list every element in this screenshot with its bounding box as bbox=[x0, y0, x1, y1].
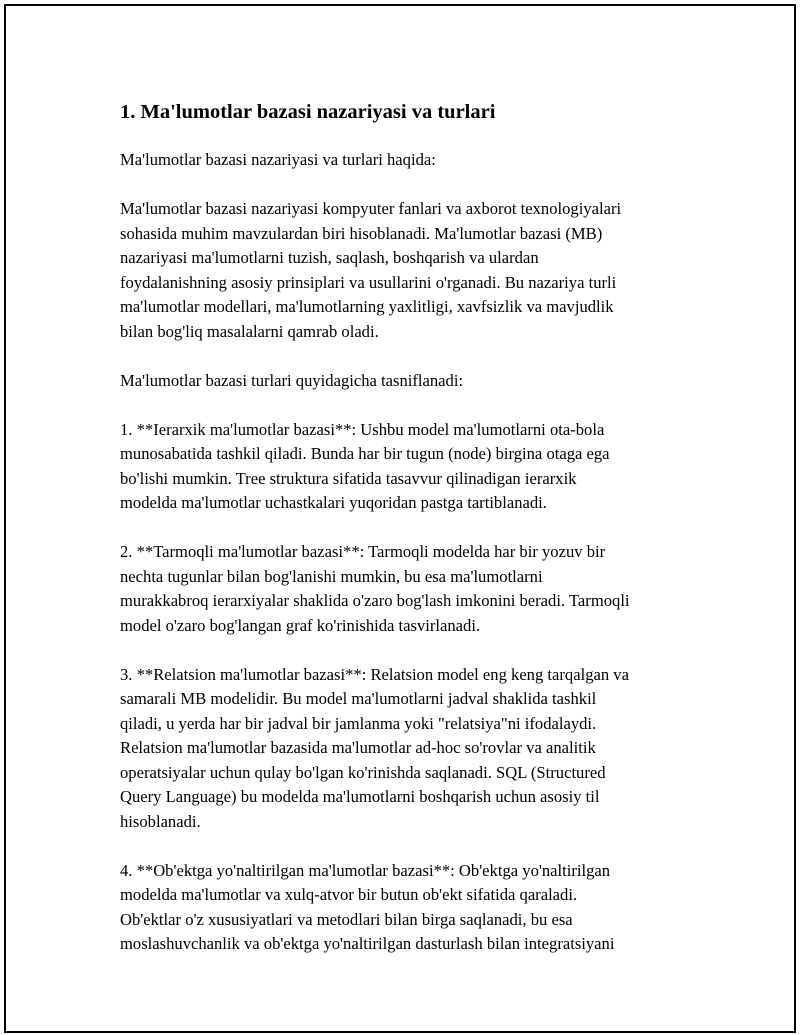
text-line: foydalanishning asosiy prinsiplari va usullarini o'rganadi. Bu nazariya turli bbox=[120, 272, 617, 292]
paragraph bbox=[120, 540, 710, 638]
text-line: operatsiyalar uchun qulay bo'lgan ko'rinishda saqlanadi. SQL (Structured bbox=[120, 762, 606, 782]
paragraph bbox=[120, 418, 710, 516]
document-page bbox=[4, 4, 796, 1033]
text-line: Relatsion ma'lumotlar bazasida ma'lumotlar ad-hoc so'rovlar va analitik bbox=[120, 738, 596, 757]
text-line: 3. **Relatsion ma'lumotlar bazasi**: Relatsion model eng keng tarqalgan va bbox=[120, 664, 629, 684]
text-line: modelda ma'lumotlar va xulq-atvor bir butun ob'ekt sifatida qaraladi. bbox=[120, 885, 578, 904]
text-line: Ob'ektlar o'z xususiyatlari va metodlari bilan birga saqlanadi, bu esa bbox=[120, 909, 573, 929]
text-line: 4. **Ob'ektga yo'naltirilgan ma'lumotlar bazasi**: Ob'ektga yo'naltirilgan bbox=[120, 860, 611, 880]
text-line: sohasida muhim mavzulardan biri hisoblanadi. Ma'lumotlar bazasi (MB) bbox=[120, 223, 603, 243]
text-line: Ma'lumotlar bazasi turlari quyidagicha tasniflanadi: bbox=[120, 370, 464, 390]
paragraph bbox=[120, 148, 710, 173]
text-line: hisoblanadi. bbox=[120, 811, 201, 831]
text-line: samarali MB modelidir. Bu model ma'lumotlarni jadval shaklida tashkil bbox=[120, 689, 597, 708]
text-line: modelda ma'lumotlar uchastkalari yuqoridan pastga tartiblanadi. bbox=[120, 493, 547, 512]
text-line: bilan bog'liq masalalarni qamrab oladi. bbox=[120, 321, 379, 341]
document-title: 1. Ma'lumotlar bazasi nazariyasi va turlari bbox=[120, 101, 496, 123]
text-line: Ma'lumotlar bazasi nazariyasi kompyuter fanlari va axborot texnologiyalari bbox=[120, 199, 622, 218]
text-line: bo'lishi mumkin. Tree struktura sifatida tasavvur qilinadigan ierarxik bbox=[120, 468, 577, 488]
text-line: ma'lumotlar modellari, ma'lumotlarning yaxlitligi, xavfsizlik va mavjudlik bbox=[120, 297, 614, 316]
paragraph bbox=[120, 859, 710, 957]
document-content bbox=[120, 86, 710, 981]
document-body bbox=[120, 148, 710, 957]
text-line: model o'zaro bog'langan graf ko'rinishida tasvirlanadi. bbox=[120, 615, 481, 635]
text-line: 2. **Tarmoqli ma'lumotlar bazasi**: Tarmoqli modelda har bir yozuv bir bbox=[120, 542, 606, 561]
text-line: 1. **Ierarxik ma'lumotlar bazasi**: Ushbu model ma'lumotlarni ota-bola bbox=[120, 419, 605, 439]
text-line: murakkabroq ierarxiyalar shaklida o'zaro bog'lash imkonini beradi. Tarmoqli bbox=[120, 591, 630, 610]
text-line: qiladi, u yerda har bir jadval bir jamlanma yoki "relatsiya"ni ifodalaydi. bbox=[120, 713, 597, 733]
text-line: nazariyasi ma'lumotlarni tuzish, saqlash, boshqarish va ulardan bbox=[120, 248, 539, 267]
paragraph bbox=[120, 663, 710, 835]
paragraph bbox=[120, 197, 710, 344]
text-line: Ma'lumotlar bazasi nazariyasi va turlari haqida: bbox=[120, 150, 436, 169]
text-line: Query Language) bu modelda ma'lumotlarni boshqarish uchun asosiy til bbox=[120, 787, 600, 806]
text-line: nechta tugunlar bilan bog'lanishi mumkin, bu esa ma'lumotlarni bbox=[120, 566, 543, 586]
text-line: munosabatida tashkil qiladi. Bunda har bir tugun (node) birgina otaga ega bbox=[120, 444, 610, 463]
text-line: moslashuvchanlik va ob'ektga yo'naltirilgan dasturlash bilan integratsiyani bbox=[120, 934, 615, 953]
paragraph bbox=[120, 369, 710, 394]
